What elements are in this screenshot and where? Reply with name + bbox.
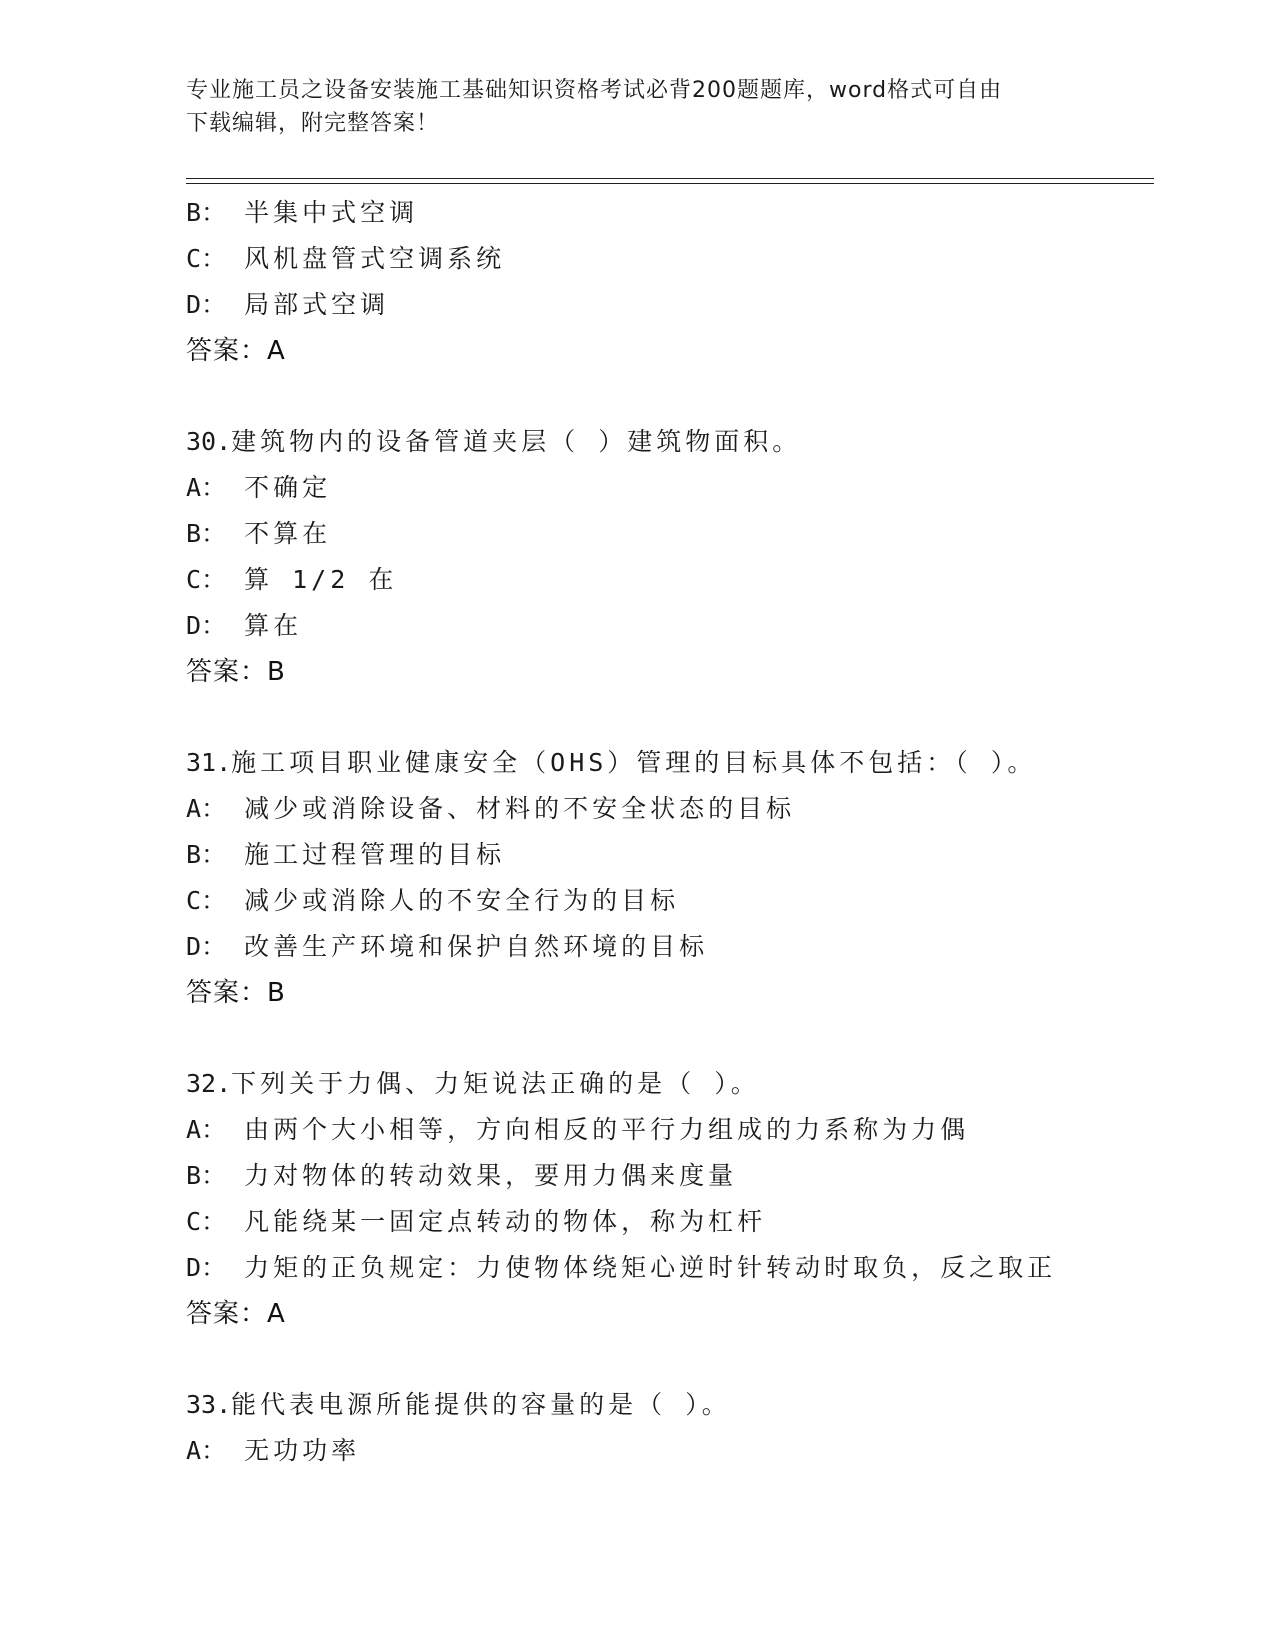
question-number: 33. [186,1390,232,1419]
option-text: 凡能绕某一固定点转动的物体，称为杠杆 [244,1207,767,1236]
option-line [186,511,1154,557]
question-text: 建筑物内的设备管道夹层（ ）建筑物面积。 [231,427,802,456]
option-letter: A [186,1436,202,1465]
option-letter: C [186,244,202,273]
question-stem [186,740,1154,786]
option-letter: B [186,519,202,548]
option-line [186,1428,1154,1474]
question-text: 下列关于力偶、力矩说法正确的是（ ）。 [231,1069,760,1098]
question-stem [186,419,1154,465]
option-text: 改善生产环境和保护自然环境的目标 [244,932,709,961]
option-separator: ： [201,519,227,548]
option-separator: ： [201,1115,227,1144]
option-text: 风机盘管式空调系统 [244,244,506,273]
header-line-1: 专业施工员之设备安装施工基础知识资格考试必背200题题库，word格式可自由 [186,78,1003,103]
option-text: 算在 [244,611,303,640]
option-separator: ： [201,473,227,502]
option-text: 减少或消除人的不安全行为的目标 [244,886,680,915]
option-separator: ： [201,244,227,273]
option-text: 算 1/2 在 [244,565,398,594]
option-line [186,603,1154,649]
question-text: 能代表电源所能提供的容量的是（ ）。 [231,1390,731,1419]
option-line [186,282,1154,328]
answer-line: 答案：A [186,1299,286,1329]
option-text: 局部式空调 [244,290,390,319]
question-number: 32. [186,1069,232,1098]
option-letter: C [186,565,202,594]
option-separator: ： [201,1161,227,1190]
option-line [186,1245,1154,1291]
option-line [186,465,1154,511]
header-line-2: 下载编辑，附完整答案！ [186,111,440,136]
option-text: 由两个大小相等，方向相反的平行力组成的力系称为力偶 [244,1115,970,1144]
option-letter: A [186,1115,202,1144]
option-letter: B [186,840,202,869]
option-letter: D [186,932,202,961]
question-list [186,190,1154,1474]
option-letter: D [186,611,202,640]
option-letter: A [186,473,202,502]
option-separator: ： [201,290,227,319]
header-rule-top [186,178,1154,179]
option-letter: B [186,1161,202,1190]
option-line [186,1199,1154,1245]
document-header [186,74,1086,140]
option-text: 不确定 [244,473,332,502]
option-letter: A [186,794,202,823]
option-letter: D [186,290,202,319]
question-text: 施工项目职业健康安全（OHS）管理的目标具体不包括：（ ）。 [231,748,1037,777]
option-line [186,924,1154,970]
option-separator: ： [201,886,227,915]
question-stem [186,1061,1154,1107]
option-separator: ： [201,198,227,227]
option-line [186,1107,1154,1153]
option-line [186,786,1154,832]
option-letter: B [186,198,202,227]
answer-line: 答案：A [186,336,286,366]
option-separator: ： [201,794,227,823]
option-separator: ： [201,611,227,640]
option-separator: ： [201,840,227,869]
option-line [186,1153,1154,1199]
option-letter: D [186,1253,202,1282]
question-stem [186,1382,1154,1428]
option-text: 不算在 [244,519,332,548]
option-separator: ： [201,565,227,594]
option-line [186,832,1154,878]
option-line [186,878,1154,924]
option-line [186,557,1154,603]
option-letter: C [186,1207,202,1236]
option-separator: ： [201,1207,227,1236]
question-number: 30. [186,427,232,456]
option-text: 减少或消除设备、材料的不安全状态的目标 [244,794,796,823]
question-number: 31. [186,748,232,777]
answer-line: 答案：B [186,978,286,1008]
option-line [186,236,1154,282]
option-letter: C [186,886,202,915]
header-rule-bottom [186,183,1154,184]
option-separator: ： [201,1253,227,1282]
answer-line: 答案：B [186,657,286,687]
option-text: 施工过程管理的目标 [244,840,506,869]
option-separator: ： [201,932,227,961]
option-line [186,190,1154,236]
option-text: 力对物体的转动效果，要用力偶来度量 [244,1161,738,1190]
option-separator: ： [201,1436,227,1465]
option-text: 力矩的正负规定：力使物体绕矩心逆时针转动时取负，反之取正 [244,1253,1057,1282]
option-text: 无功功率 [244,1436,361,1465]
option-text: 半集中式空调 [244,198,419,227]
